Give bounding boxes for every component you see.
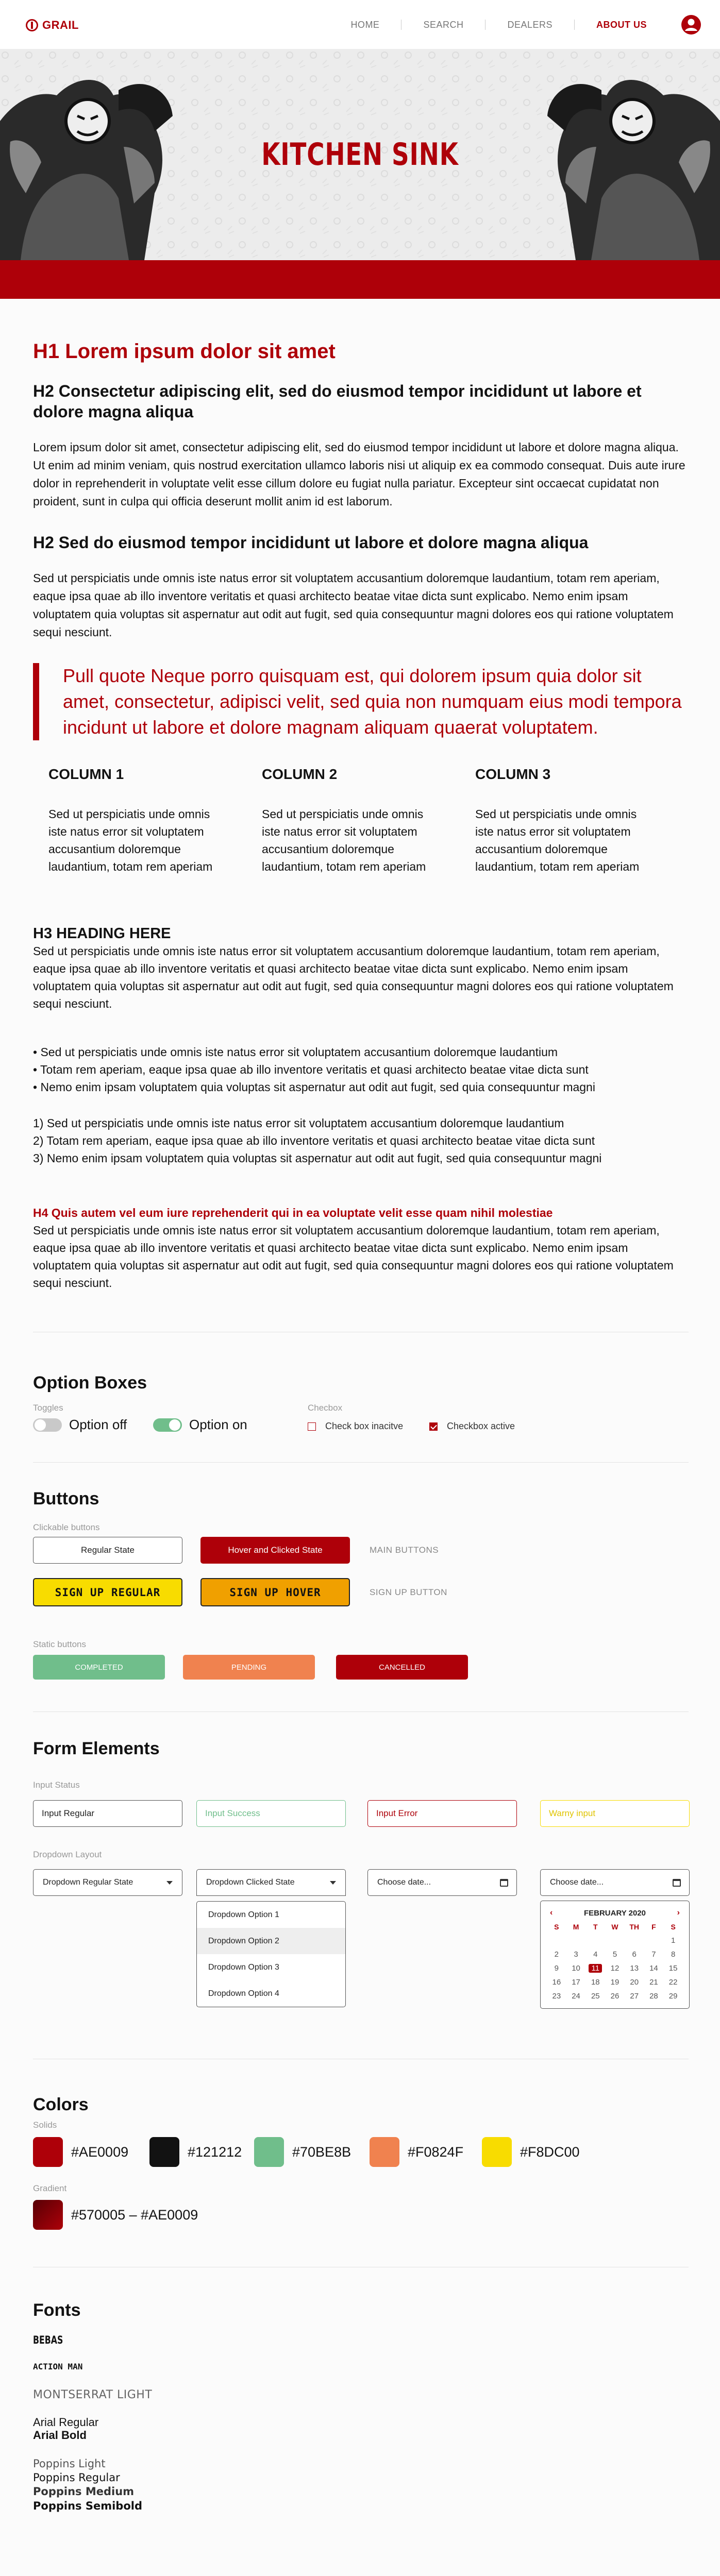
body-paragraph: Sed ut perspiciatis unde omnis iste natus error sit voluptatem accusantium doloremque laudantium, totam rem aperiam, eaque ipsa quae ab illo inventore veritatis et quasi architecto beatae vitae dicta sunt explicabo. Nemo enim ipsam voluptatem quia voluptas sit aspernatur aut odit aut fugit, sed quia consequuntur magni dolores eos qui ratione voluptatem sequi nesciunt. bbox=[33, 571, 674, 639]
column bbox=[48, 766, 262, 875]
column bbox=[262, 766, 475, 875]
color-swatch bbox=[370, 2137, 463, 2167]
section-divider bbox=[33, 1462, 689, 1463]
list-item: • Sed ut perspiciatis unde omnis iste natus error sit voluptatem accusantium doloremque laudantium bbox=[33, 1043, 689, 1061]
column-title: COLUMN 1 bbox=[48, 766, 124, 782]
list-item: 1) Sed ut perspiciatis unde omnis iste natus error sit voluptatem accusantium doloremque laudantium bbox=[33, 1116, 564, 1130]
calendar-weekday: M bbox=[573, 1923, 579, 1931]
bullet-list bbox=[33, 1043, 689, 1096]
calendar-day[interactable]: 1 bbox=[671, 1936, 676, 1945]
sign-up-hover-button[interactable]: SIGN UP HOVER bbox=[200, 1578, 350, 1606]
calendar-panel bbox=[540, 1901, 690, 2009]
calendar-empty-cell bbox=[644, 1936, 664, 1945]
nav-link-search[interactable]: SEARCH bbox=[401, 20, 485, 30]
calendar-day[interactable]: 10 bbox=[572, 1964, 580, 1973]
swatch-label: #F0824F bbox=[408, 2144, 464, 2160]
hero-illustration-right bbox=[545, 59, 720, 260]
calendar-day[interactable]: 16 bbox=[552, 1978, 561, 1987]
dropdown-clicked[interactable] bbox=[196, 1869, 346, 1896]
calendar-day[interactable]: 5 bbox=[612, 1950, 617, 1959]
swatch-label: #F8DC00 bbox=[520, 2144, 580, 2160]
checkbox-text: Checkbox active bbox=[447, 1421, 515, 1431]
calendar-icon bbox=[673, 1879, 681, 1887]
font-sample-bebas: BEBAS bbox=[33, 2334, 63, 2346]
main-buttons-label: MAIN BUTTONS bbox=[370, 1545, 439, 1555]
calendar-day[interactable]: 24 bbox=[572, 1992, 580, 2001]
hero-banner bbox=[0, 49, 720, 260]
dropdown-option[interactable]: Dropdown Option 3 bbox=[208, 1962, 279, 1972]
three-columns bbox=[48, 766, 689, 875]
swatch-label: #AE0009 bbox=[71, 2144, 129, 2160]
calendar-day[interactable]: 29 bbox=[668, 1992, 678, 2001]
checkbox[interactable] bbox=[429, 1422, 438, 1431]
calendar-day[interactable]: 19 bbox=[610, 1978, 619, 1987]
checkbox-inactive[interactable] bbox=[308, 1421, 403, 1432]
calendar-day[interactable]: 4 bbox=[593, 1950, 598, 1959]
date-picker-open[interactable] bbox=[540, 1869, 690, 1896]
checkbox-active[interactable] bbox=[429, 1421, 515, 1432]
toggle-label: Option on bbox=[189, 1417, 247, 1432]
calendar-weekday: S bbox=[554, 1923, 559, 1931]
font-sample-poppins-medium: Poppins Medium bbox=[33, 2485, 135, 2498]
color-swatch bbox=[149, 2137, 242, 2167]
calendar-day[interactable]: 9 bbox=[554, 1964, 559, 1973]
input-success[interactable]: Input Success bbox=[196, 1800, 346, 1827]
pending-status-button: PENDING bbox=[183, 1655, 315, 1680]
hover-button[interactable]: Hover and Clicked State bbox=[200, 1537, 350, 1564]
regular-button[interactable]: Regular State bbox=[33, 1537, 182, 1564]
clickable-buttons-label: Clickable buttons bbox=[33, 1522, 100, 1532]
heading-1: H1 Lorem ipsum dolor sit amet bbox=[33, 340, 336, 363]
calendar-day[interactable]: 20 bbox=[630, 1978, 639, 1987]
date-placeholder: Choose date... bbox=[377, 1878, 431, 1887]
calendar-icon bbox=[500, 1879, 508, 1887]
calendar-day[interactable]: 14 bbox=[649, 1964, 658, 1973]
calendar-day[interactable]: 26 bbox=[610, 1992, 619, 2001]
typography-section bbox=[33, 340, 689, 1292]
color-swatch bbox=[254, 2137, 351, 2167]
chevron-left-icon[interactable]: ‹ bbox=[550, 1908, 553, 1917]
calendar-day[interactable]: 23 bbox=[552, 1992, 561, 2001]
list-item: • Nemo enim ipsam voluptatem quia voluptas sit aspernatur aut odit aut fugit, sed quia consequuntur magni bbox=[33, 1078, 689, 1096]
nav-link-about-us[interactable]: ABOUT US bbox=[596, 19, 647, 30]
option-boxes-title: Option Boxes bbox=[33, 1373, 147, 1393]
toggle-label: Option off bbox=[69, 1417, 127, 1432]
top-navbar bbox=[0, 0, 720, 49]
calendar-empty-cell bbox=[625, 1936, 644, 1945]
calendar-day[interactable]: 28 bbox=[649, 1992, 658, 2001]
nav-links bbox=[329, 0, 668, 49]
dropdown-layout-label: Dropdown Layout bbox=[33, 1850, 102, 1859]
calendar-weekday: TH bbox=[629, 1923, 640, 1931]
calendar-day[interactable]: 22 bbox=[668, 1978, 678, 1987]
toggle-switch[interactable] bbox=[153, 1418, 182, 1432]
toggle-on[interactable] bbox=[153, 1417, 247, 1433]
calendar-weekday: T bbox=[593, 1923, 598, 1931]
colors-title: Colors bbox=[33, 2095, 89, 2114]
column-title: COLUMN 3 bbox=[475, 766, 551, 782]
list-item: 3) Nemo enim ipsam voluptatem quia voluptas sit aspernatur aut odit aut fugit, sed quia consequuntur magni bbox=[33, 1151, 602, 1165]
font-sample-poppins-semibold: Poppins Semibold bbox=[33, 2500, 142, 2512]
logo-icon bbox=[26, 19, 38, 31]
nav-link-home[interactable]: HOME bbox=[329, 20, 401, 30]
input-error[interactable]: Input Error bbox=[367, 1800, 517, 1827]
hero-red-band bbox=[0, 260, 720, 299]
toggle-knob bbox=[35, 1419, 46, 1431]
calendar-day[interactable]: 11 bbox=[589, 1964, 602, 1973]
form-elements-title: Form Elements bbox=[33, 1739, 160, 1758]
calendar-weekday: S bbox=[671, 1923, 676, 1931]
chevron-right-icon[interactable]: › bbox=[677, 1908, 680, 1917]
input-warning[interactable]: Warny input bbox=[540, 1800, 690, 1827]
font-sample-action-man: ACTION MAN bbox=[33, 2362, 83, 2371]
calendar-day[interactable]: 13 bbox=[630, 1964, 639, 1973]
toggle-off[interactable] bbox=[33, 1417, 127, 1433]
calendar-day[interactable]: 27 bbox=[630, 1992, 639, 2001]
calendar-empty-cell bbox=[547, 1936, 566, 1945]
swatch-chip bbox=[254, 2137, 284, 2167]
body-paragraph: Sed ut perspiciatis unde omnis iste natus error sit voluptatem accusantium doloremque laudantium, totam rem aperiam, eaque ipsa quae ab illo inventore veritatis et quasi architecto beatae vitae dicta sunt explicabo. Nemo enim ipsam voluptatem quia voluptas sit aspernatur aut odit aut fugit, sed quia consequuntur magni dolores eos qui ratione voluptatem sequi nesciunt. bbox=[33, 944, 674, 1010]
checkbox[interactable] bbox=[308, 1422, 316, 1431]
body-paragraph: Lorem ipsum dolor sit amet, consectetur adipiscing elit, sed do eiusmod tempor incididunt ut labore et dolore magna aliqua. Ut enim ad minim veniam, quis nostrud exercitation ullamco laboris nisi ut aliquip ex ea commodo consequat. Duis aute irure dolor in reprehenderit in voluptate velit esse cillum dolore eu fugiat nulla pariatur. Excepteur sint occaecat cupidatat non proident, sunt in culpa qui officia deserunt mollit anim id est laborum. bbox=[33, 440, 685, 508]
column-text: Sed ut perspiciatis unde omnis iste natus error sit voluptatem accusantium doloremque laudantium, totam rem aperiam bbox=[262, 807, 426, 873]
calendar-weekday: W bbox=[611, 1923, 618, 1931]
calendar-day[interactable]: 21 bbox=[649, 1978, 658, 1987]
section-divider bbox=[33, 1711, 689, 1712]
heading-2-secondary: H2 Sed do eiusmod tempor incididunt ut labore et dolore magna aliqua bbox=[33, 533, 589, 552]
calendar-empty-cell bbox=[566, 1936, 586, 1945]
column-text: Sed ut perspiciatis unde omnis iste natus error sit voluptatem accusantium doloremque laudantium, totam rem aperiam bbox=[48, 807, 213, 873]
heading-3: H3 HEADING HERE bbox=[33, 925, 171, 942]
logo-text: GRAIL bbox=[42, 19, 79, 31]
checkbox-label: Checbox bbox=[308, 1403, 343, 1413]
font-sample-poppins-regular: Poppins Regular bbox=[33, 2471, 120, 2484]
body-paragraph: Sed ut perspiciatis unde omnis iste natus error sit voluptatem accusantium doloremque laudantium, totam rem aperiam, eaque ipsa quae ab illo inventore veritatis et quasi architecto beatae vitae dicta sunt explicabo. Nemo enim ipsam voluptatem quia voluptas sit aspernatur aut odit aut fugit, sed quia consequuntur magni dolores eos qui ratione voluptatem sequi nesciunt. bbox=[33, 1224, 674, 1290]
color-swatch bbox=[33, 2137, 128, 2167]
page-title: KITCHEN SINK bbox=[261, 137, 459, 173]
solids-label: Solids bbox=[33, 2120, 57, 2130]
cancelled-status-button: CANCELLED bbox=[336, 1655, 468, 1680]
buttons-title: Buttons bbox=[33, 1489, 99, 1509]
calendar-weekday: F bbox=[651, 1923, 656, 1931]
nav-link-dealers[interactable]: DEALERS bbox=[485, 20, 575, 30]
calendar-header bbox=[541, 1901, 689, 1923]
dropdown-option[interactable]: Dropdown Option 1 bbox=[208, 1910, 279, 1919]
sign-up-button-label: SIGN UP BUTTON bbox=[370, 1587, 447, 1597]
calendar-day[interactable]: 3 bbox=[574, 1950, 578, 1959]
static-buttons-label: Static buttons bbox=[33, 1639, 87, 1649]
date-picker-input[interactable] bbox=[367, 1869, 517, 1896]
dropdown-option[interactable]: Dropdown Option 2 bbox=[197, 1928, 345, 1954]
column-text: Sed ut perspiciatis unde omnis iste natus error sit voluptatem accusantium doloremque laudantium, totam rem aperiam bbox=[475, 807, 640, 873]
color-swatch bbox=[482, 2137, 580, 2167]
column bbox=[475, 766, 689, 875]
column-title: COLUMN 2 bbox=[262, 766, 338, 782]
list-item: • Totam rem aperiam, eaque ipsa quae ab illo inventore veritatis et quasi architecto beatae vitae dicta sunt bbox=[33, 1061, 689, 1078]
calendar-day[interactable]: 12 bbox=[610, 1964, 619, 1973]
swatch-label: #70BE8B bbox=[292, 2144, 351, 2160]
chevron-down-icon bbox=[330, 1881, 336, 1885]
list-item: 2) Totam rem aperiam, eaque ipsa quae ab illo inventore veritatis et quasi architecto beatae vitae dicta sunt bbox=[33, 1134, 595, 1147]
calendar-day[interactable]: 6 bbox=[632, 1950, 637, 1959]
calendar-day[interactable]: 7 bbox=[651, 1950, 656, 1959]
chevron-down-icon bbox=[166, 1881, 173, 1885]
logo[interactable] bbox=[26, 19, 79, 32]
dropdown-value: Dropdown Regular State bbox=[43, 1878, 133, 1887]
completed-status-button: COMPLETED bbox=[33, 1655, 165, 1680]
calendar-empty-cell bbox=[605, 1936, 625, 1945]
toggles-label: Toggles bbox=[33, 1403, 63, 1413]
swatch-chip bbox=[149, 2137, 179, 2167]
user-account-icon[interactable] bbox=[681, 14, 701, 35]
pull-quote: Pull quote Neque porro quisquam est, qui dolorem ipsum quia dolor sit amet, consectetur, adipisci velit, sed quia non numquam eius modi tempora incidunt ut labore et dolore magnam aliquam quaerat voluptatem. bbox=[33, 663, 689, 740]
swatch-label: #121212 bbox=[188, 2144, 242, 2160]
swatch-chip bbox=[33, 2200, 63, 2230]
calendar-day[interactable]: 15 bbox=[668, 1964, 678, 1973]
numbered-list bbox=[33, 1114, 689, 1167]
fonts-title: Fonts bbox=[33, 2300, 81, 2320]
calendar-day[interactable]: 2 bbox=[554, 1950, 559, 1959]
font-sample-arial-regular: Arial Regular bbox=[33, 2416, 99, 2429]
calendar-day[interactable]: 17 bbox=[572, 1978, 580, 1987]
toggle-switch[interactable] bbox=[33, 1418, 62, 1432]
swatch-chip bbox=[370, 2137, 399, 2167]
calendar-grid bbox=[541, 1923, 689, 2001]
swatch-label: #570005 – #AE0009 bbox=[71, 2207, 198, 2223]
gradient-label: Gradient bbox=[33, 2183, 67, 2193]
dropdown-option[interactable]: Dropdown Option 4 bbox=[208, 1989, 279, 1998]
input-status-label: Input Status bbox=[33, 1780, 80, 1790]
checkbox-text: Check box inacitve bbox=[325, 1421, 404, 1431]
sign-up-button[interactable]: SIGN UP REGULAR bbox=[33, 1578, 182, 1606]
swatch-chip bbox=[482, 2137, 512, 2167]
calendar-day[interactable]: 18 bbox=[591, 1978, 600, 1987]
calendar-day[interactable]: 25 bbox=[591, 1992, 600, 2001]
font-sample-poppins-light: Poppins Light bbox=[33, 2458, 106, 2470]
dropdown-menu bbox=[196, 1901, 346, 2007]
dropdown-value: Dropdown Clicked State bbox=[206, 1878, 295, 1887]
font-sample-montserrat: MONTSERRAT LIGHT bbox=[33, 2388, 153, 2401]
dropdown-regular[interactable] bbox=[33, 1869, 182, 1896]
font-sample-arial-bold: Arial Bold bbox=[33, 2429, 87, 2442]
date-placeholder: Choose date... bbox=[550, 1878, 604, 1887]
input-regular[interactable]: Input Regular bbox=[33, 1800, 182, 1827]
calendar-day[interactable]: 8 bbox=[671, 1950, 676, 1959]
heading-4: H4 Quis autem vel eum iure reprehenderit qui in ea voluptate velit esse quam nihil molestiae bbox=[33, 1206, 553, 1219]
calendar-month: FEBRUARY 2020 bbox=[583, 1908, 646, 1918]
calendar-empty-cell bbox=[585, 1936, 605, 1945]
swatch-chip bbox=[33, 2137, 63, 2167]
toggle-knob bbox=[169, 1419, 180, 1431]
gradient-swatch bbox=[33, 2200, 198, 2230]
heading-2: H2 Consectetur adipiscing elit, sed do eiusmod tempor incididunt ut labore et dolore magna aliqua bbox=[33, 382, 642, 421]
